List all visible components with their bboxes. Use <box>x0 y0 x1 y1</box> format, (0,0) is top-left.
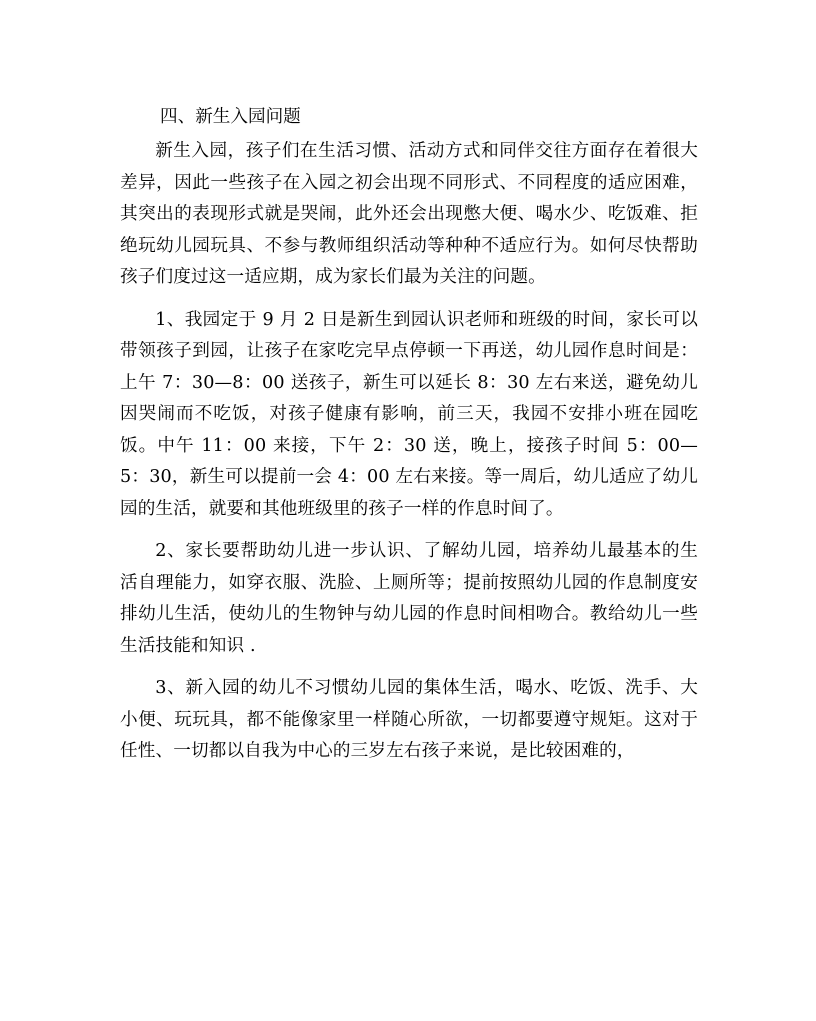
section-heading: 四、新生入园问题 <box>160 107 301 127</box>
paragraph-item-1: 1、我园定于 9 月 2 日是新生到园认识老师和班级的时间，家长可以带领孩子到园，让孩子在家吃完早点停顿一下再送，幼儿园作息时间是：上午 7：30—8：00 送孩子，新生可以延长 8：30 左右来送，避免幼儿因哭闹而不吃饭，对孩子健康有影响，前三天，我园不安排小班在园吃饭。中午 11：00 来接，下午 2：30 送，晚上，接孩子时间 5：00—5：30，新生可以提前一会 4：00 左右来接。等一周后，幼儿适应了幼儿园的生活，就要和其他班级里的孩子一样的作息时间了。 <box>120 309 698 519</box>
paragraph-item-2: 2、家长要帮助幼儿进一步认识、了解幼儿园，培养幼儿最基本的生活自理能力，如穿衣服、洗脸、上厕所等；提前按照幼儿园的作息制度安排幼儿生活，使幼儿的生物钟与幼儿园的作息时间相吻合。教给幼儿一些生活技能和知识 . <box>120 541 698 656</box>
paragraph-item-3: 3、新入园的幼儿不习惯幼儿园的集体生活，喝水、吃饭、洗手、大小便、玩玩具，都不能像家里一样随心所欲，一切都要遵守规矩。这对于任性、一切都以自我为中心的三岁左右孩子来说，是比较困难的， <box>120 678 698 761</box>
paragraph-spacer <box>120 525 698 536</box>
paragraph-intro: 新生入园，孩子们在生活习惯、活动方式和同伴交往方面存在着很大差异，因此一些孩子在入园之初会出现不同形式、不同程度的适应困难，其突出的表现形式就是哭闹，此外还会出现憋大便、喝水少、吃饭难、拒绝玩幼儿园玩具、不参与教师组织活动等种种不适应行为。如何尽快帮助孩子们度过这一适应期，成为家长们最为关注的问题。 <box>120 141 698 287</box>
paragraph-spacer <box>120 294 698 305</box>
paragraph-spacer <box>120 662 698 673</box>
document-body <box>120 102 698 768</box>
